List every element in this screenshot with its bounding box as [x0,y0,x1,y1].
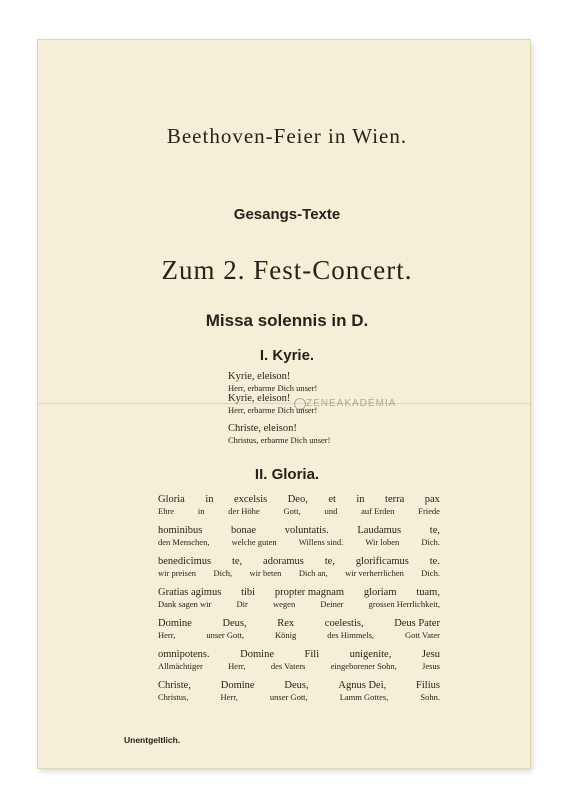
gloria-latin-word: Gloria [158,494,185,505]
gloria-german-word: in [197,506,205,516]
kyrie-gap [228,415,428,423]
gloria-latin-word: Filius [416,680,440,691]
gloria-german-word: König [275,630,297,640]
gloria-german-word: Lamm Gottes, [339,692,389,702]
gloria-latin-word: Laudamus [357,525,402,536]
gloria-german-word: der Höhe [228,506,260,516]
gloria-latin-word: glorificamus [355,556,409,567]
gloria-latin-word: tibi [241,587,256,598]
gloria-latin-word: Deus Pater [394,618,440,629]
gloria-latin-word: omnipotens. [158,649,210,660]
gloria-german-word: Dich, [213,568,233,578]
gloria-latin-word: et [328,494,336,505]
gloria-german-word: unser Gott, [269,692,308,702]
gloria-german-word: des Vaters [270,661,306,671]
gloria-german-word: Friede [418,506,440,516]
gloria-latin-word: voluntatis. [284,525,329,536]
kyrie-heading: I. Kyrie. [259,347,315,364]
gloria-latin-word: excelsis [233,494,268,505]
gloria-german-word: Dich. [421,537,440,547]
gloria-german-word: Allmächtiger [158,661,203,671]
gloria-german-word: Gott Vater [404,630,440,640]
gloria-latin-word: Gratias agimus [158,587,222,598]
gloria-german-word: Sohn. [420,692,440,702]
kyrie-german-line: Christus, erbarme Dich unser! [228,435,331,445]
gloria-german-word: des Himmels, [327,630,374,640]
footer-note: Unentgeltlich. [124,735,181,745]
gloria-german-word: wir beten [249,568,282,578]
gloria-german-word: Dich. [421,568,440,578]
concert-heading: Zum 2. Fest-Concert. [161,255,413,285]
gloria-german-word: Gott, [283,506,301,516]
gloria-latin-word: in [356,494,365,505]
gloria-latin-line [158,680,440,692]
gloria-latin-word: pax [424,494,440,505]
gloria-heading: II. Gloria. [254,466,320,483]
gloria-latin-word: Deus, [222,618,247,629]
kyrie-latin-line: Kyrie, eleison! [228,371,291,382]
gloria-latin-word: terra [385,494,405,505]
gloria-latin-line [158,649,440,661]
gloria-latin-word: benedicimus [158,556,212,567]
document-title: Beethoven-Feier in Wien. [166,124,408,148]
gloria-text [158,494,440,711]
gloria-latin-word: Domine [240,649,274,660]
gloria-german-word: Dank sagen wir [158,599,212,609]
watermark-logo-icon [294,398,306,410]
gloria-latin-word: coelestis, [324,618,364,629]
gloria-german-word: Herr, [228,661,246,671]
gloria-german-word: welche guten [231,537,277,547]
gloria-latin-line [158,525,440,537]
gloria-latin-word: Agnus Dei, [338,680,387,691]
gloria-latin-word: Jesu [421,649,440,660]
gloria-latin-word: bonae [230,525,257,536]
gloria-latin-word: te, [429,525,440,536]
gloria-german-word: Christus, [158,692,189,702]
gloria-german-line [158,630,440,640]
gloria-german-word: eingeborener Sohn, [330,661,397,671]
gloria-german-word: den Menschen, [158,537,210,547]
gloria-german-word: Jesus [422,661,440,671]
kyrie-german-line: Herr, erbarme Dich unser! [228,383,318,393]
kyrie-latin-line: Christe, eleison! [228,423,297,434]
gloria-german-word: wir preisen [158,568,197,578]
gloria-german-line [158,661,440,671]
gloria-latin-line [158,618,440,630]
gloria-latin-word: hominibus [158,525,203,536]
gloria-latin-word: Christe, [158,680,191,691]
gloria-german-word: Ehre [158,506,175,516]
gloria-latin-line [158,587,440,599]
gloria-latin-word: tuam, [416,587,440,598]
gloria-german-word: Herr, [220,692,238,702]
gloria-german-word: Dir [236,599,248,609]
gloria-latin-word: propter magnam [274,587,345,598]
gloria-german-word: wir verherrlichen [345,568,404,578]
kyrie-latin-line: Kyrie, eleison! [228,393,291,404]
gloria-german-line [158,506,440,516]
gloria-german-word: wegen [273,599,296,609]
gloria-german-word: Deiner [320,599,344,609]
gloria-latin-word: Domine [158,618,192,629]
gloria-german-line [158,568,440,578]
gloria-german-line [158,537,440,547]
kyrie-german-line: Herr, erbarme Dich unser! [228,405,318,415]
gloria-german-line [158,692,440,702]
gloria-german-word: Herr, [158,630,176,640]
gloria-latin-word: unigenite, [349,649,392,660]
watermark-text: ZENEAKADÉMIA [306,398,397,409]
gloria-german-word: Wir loben [365,537,400,547]
gloria-latin-word: Deus, [284,680,309,691]
gloria-latin-word: te, [231,556,243,567]
gloria-latin-word: te. [429,556,440,567]
gloria-latin-line [158,556,440,568]
gloria-latin-word: adoramus [263,556,304,567]
gloria-german-word: Willens sind. [298,537,344,547]
document-subtitle: Gesangs-Texte [233,206,341,223]
gloria-latin-word: Rex [277,618,295,629]
gloria-german-word: unser Gott, [206,630,245,640]
gloria-latin-line [158,494,440,506]
gloria-german-word: auf Erden [361,506,395,516]
gloria-german-word: und [324,506,338,516]
gloria-latin-word: Domine [220,680,255,691]
gloria-latin-word: te, [324,556,335,567]
gloria-latin-word: Deo, [287,494,308,505]
gloria-latin-word: gloriam [363,587,397,598]
gloria-german-word: grossen Herrlichkeit, [368,599,440,609]
gloria-german-line [158,599,440,609]
work-title: Missa solennis in D. [205,311,369,330]
gloria-latin-word: Fili [304,649,320,660]
gloria-latin-word: in [205,494,214,505]
gloria-german-word: Dich an, [298,568,328,578]
